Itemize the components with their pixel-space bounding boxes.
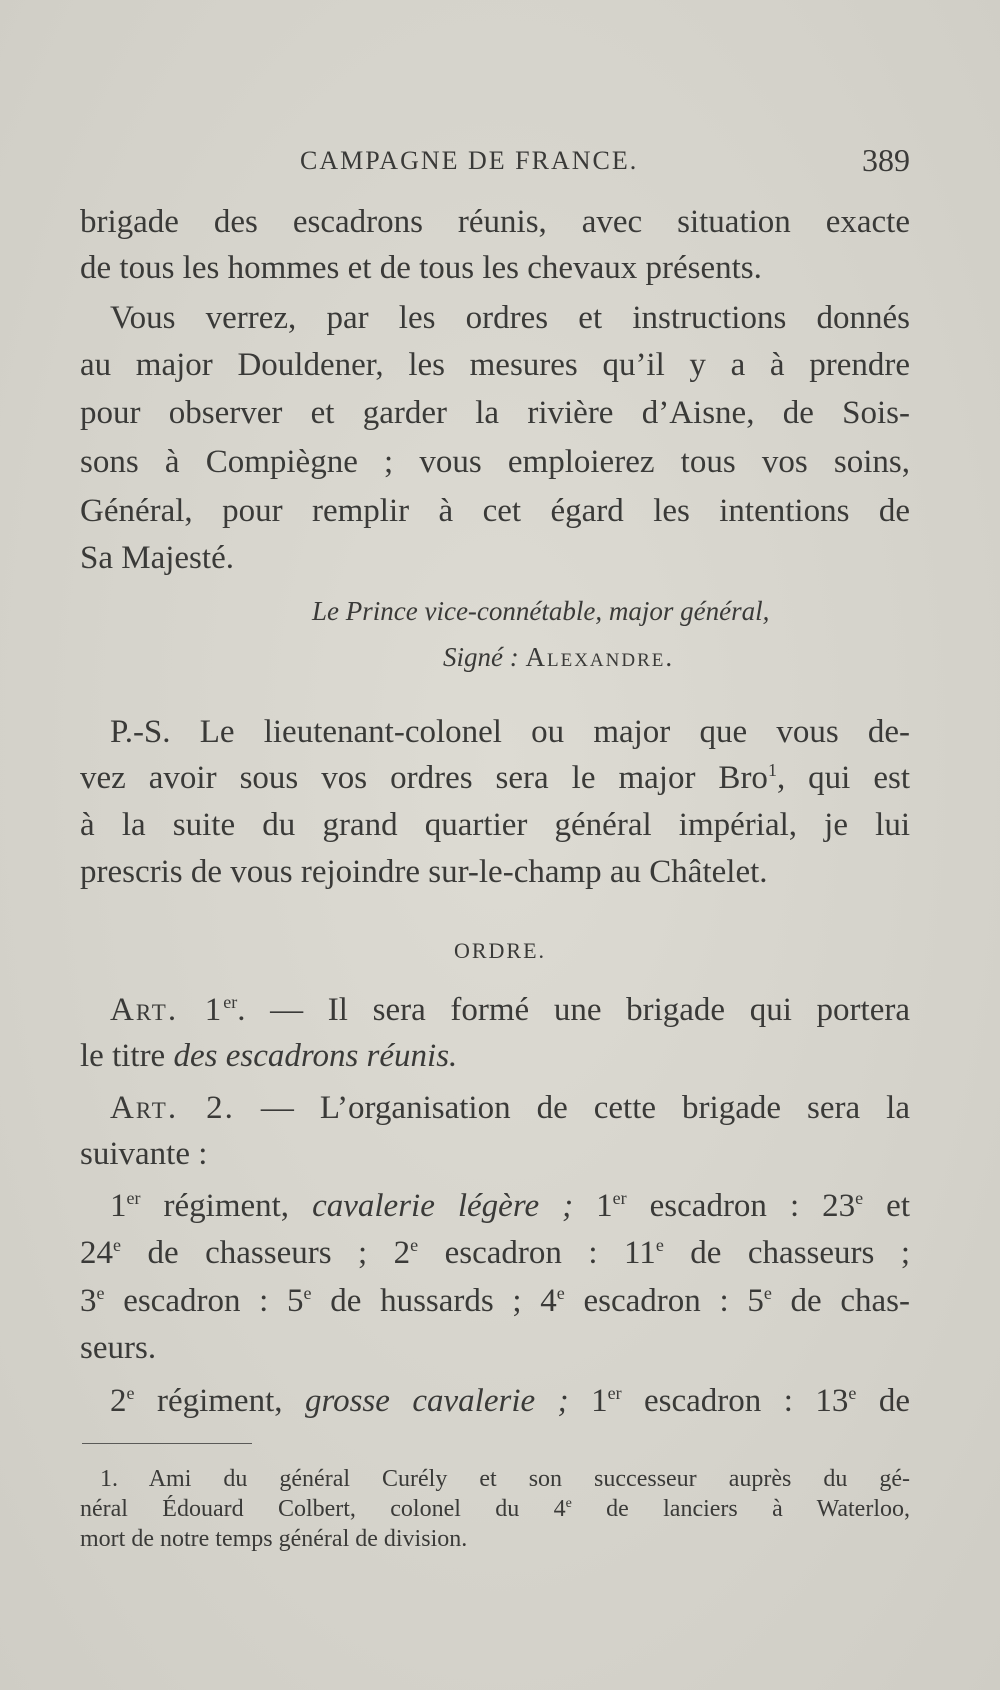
paragraph-line: Général, pour remplir à cet égard les intentions de	[80, 493, 910, 529]
footnote-ref: 1	[767, 760, 777, 780]
paragraph-line: brigade des escadrons réunis, avec situation exacte	[80, 204, 910, 240]
superscript: e	[655, 1235, 664, 1255]
regiment-line	[110, 1381, 910, 1421]
article-label: Art. 2.	[110, 1090, 235, 1126]
footnote-line: 1. Ami du général Curély et son successeur auprès du gé-	[100, 1466, 910, 1492]
text: 24	[80, 1235, 113, 1271]
article-text: le titre	[80, 1038, 174, 1074]
postscript-line: P.-S. Le lieutenant-colonel ou major que vous de-	[110, 714, 910, 750]
footnote-rule	[82, 1443, 252, 1444]
paragraph-line: au major Douldener, les mesures qu’il y a à prendre	[80, 347, 910, 383]
superscript: er	[126, 1188, 141, 1208]
text: de	[856, 1383, 910, 1419]
paragraph-line: Vous verrez, par les ordres et instructions donnés	[110, 300, 910, 336]
signe-label: Signé :	[443, 642, 519, 672]
superscript: e	[855, 1188, 864, 1208]
regiment-line	[110, 1186, 910, 1226]
text: 1	[573, 1188, 613, 1224]
postscript-text: vez avoir sous vos ordres sera le major Bro	[80, 760, 768, 796]
superscript: e	[96, 1283, 105, 1303]
text: 2	[110, 1383, 127, 1419]
italic-text: cavalerie légère ;	[312, 1188, 574, 1224]
text: escadron : 11	[418, 1235, 656, 1271]
text: et	[863, 1188, 910, 1224]
footnote-text: néral Édouard Colbert, colonel du 4	[80, 1496, 566, 1522]
article-italic: des escadrons réunis.	[173, 1038, 458, 1074]
text: escadron : 5	[564, 1283, 764, 1319]
article-line	[110, 990, 910, 1030]
article-line	[110, 1088, 910, 1128]
footnote-line: mort de notre temps général de division.	[80, 1526, 468, 1552]
superscript: er	[607, 1383, 622, 1403]
superscript: e	[763, 1283, 772, 1303]
text: 3	[80, 1283, 97, 1319]
postscript-line	[80, 758, 910, 798]
text: escadron : 5	[104, 1283, 304, 1319]
paragraph-line: sons à Compiègne ; vous emploierez tous vos soins,	[80, 444, 910, 480]
postscript-line: à la suite du grand quartier général impérial, je lui	[80, 807, 910, 843]
paragraph-line: Sa Majesté.	[80, 540, 234, 576]
article-line: suivante :	[80, 1136, 208, 1172]
text: régiment,	[134, 1383, 305, 1419]
page-number: 389	[862, 142, 910, 178]
article-text: . — Il sera formé une brigade qui portera	[237, 992, 910, 1028]
italic-text: grosse cavalerie ;	[304, 1383, 569, 1419]
paragraph-line: de tous les hommes et de tous les chevaux présents.	[80, 250, 762, 286]
superscript: er	[223, 992, 238, 1012]
text: de chas-	[771, 1283, 910, 1319]
section-title: ORDRE.	[453, 938, 547, 963]
regiment-line: seurs.	[80, 1330, 157, 1366]
article-text: — L’organisation de cette brigade sera la	[234, 1090, 910, 1126]
postscript-line: prescris de vous rejoindre sur-le-champ au Châtelet.	[80, 854, 768, 890]
text: de chasseurs ; 2	[121, 1235, 411, 1271]
superscript: er	[612, 1188, 627, 1208]
regiment-line	[80, 1281, 910, 1321]
signature-line	[443, 642, 674, 673]
superscript: e	[303, 1283, 312, 1303]
superscript: e	[113, 1235, 121, 1255]
paragraph-line: pour observer et garder la rivière d’Aisne, de Sois-	[80, 395, 910, 431]
text: de chasseurs ;	[663, 1235, 911, 1271]
article-line	[80, 1036, 910, 1076]
signature-title: Le Prince vice-connétable, major général,	[312, 596, 770, 626]
text: escadron : 13	[621, 1383, 849, 1419]
superscript: e	[410, 1235, 419, 1255]
superscript: e	[848, 1383, 857, 1403]
text: régiment,	[140, 1188, 313, 1224]
superscript: e	[565, 1496, 572, 1511]
text: 1	[110, 1188, 127, 1224]
regiment-line	[80, 1233, 910, 1273]
postscript-text: , qui est	[776, 760, 910, 796]
signatory-name: Alexandre.	[525, 642, 675, 672]
footnote-line	[80, 1494, 910, 1524]
text: escadron : 23	[626, 1188, 856, 1224]
footnote-text: de lanciers à Waterloo,	[571, 1496, 910, 1522]
article-label: Art. 1	[110, 992, 224, 1028]
text: de hussards ; 4	[311, 1283, 557, 1319]
superscript: e	[556, 1283, 565, 1303]
page-header	[80, 142, 910, 182]
running-title: CAMPAGNE DE FRANCE.	[300, 146, 639, 175]
superscript: e	[126, 1383, 135, 1403]
text: 1	[568, 1383, 608, 1419]
